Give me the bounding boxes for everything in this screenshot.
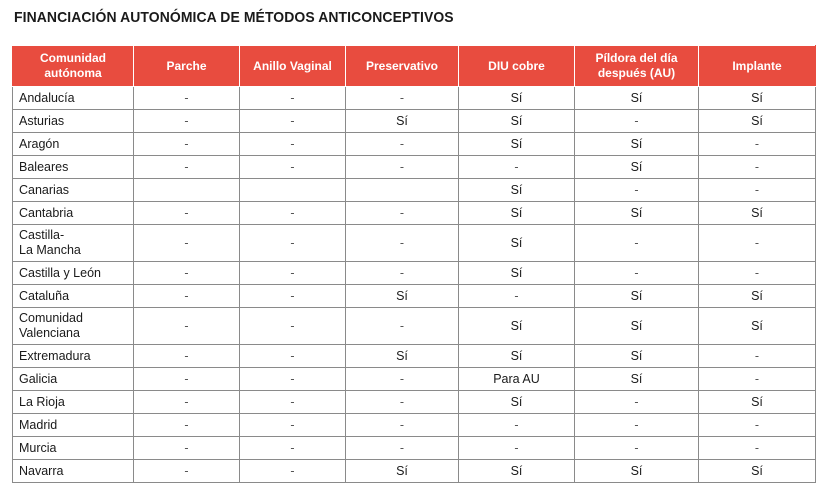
value-cell: - (575, 262, 699, 285)
value-cell: - (346, 437, 459, 460)
value-cell: - (134, 391, 240, 414)
page-title: FINANCIACIÓN AUTONÓMICA DE MÉTODOS ANTICONCEPTIVOS (14, 9, 454, 26)
value-cell: Sí (459, 133, 575, 156)
value-cell (346, 179, 459, 202)
value-cell: - (575, 391, 699, 414)
value-cell: - (346, 156, 459, 179)
value-cell: Sí (346, 460, 459, 483)
value-cell: - (699, 179, 816, 202)
value-cell: - (134, 156, 240, 179)
value-cell: - (240, 156, 346, 179)
table-row (13, 308, 816, 345)
region-cell: La Rioja (13, 391, 134, 414)
table-row (13, 262, 816, 285)
table-row (13, 110, 816, 133)
value-cell: - (699, 156, 816, 179)
value-cell: - (240, 225, 346, 262)
value-cell: - (134, 460, 240, 483)
value-cell: Sí (575, 368, 699, 391)
table-row (13, 437, 816, 460)
region-cell: Baleares (13, 156, 134, 179)
table-row (13, 133, 816, 156)
value-cell: Sí (459, 262, 575, 285)
value-cell: Sí (459, 308, 575, 345)
value-cell: Sí (459, 202, 575, 225)
region-cell: Castilla y León (13, 262, 134, 285)
value-cell: - (459, 437, 575, 460)
header-preservativo: Preservativo (346, 46, 459, 87)
value-cell: - (240, 345, 346, 368)
value-cell: - (699, 368, 816, 391)
value-cell: - (134, 87, 240, 110)
value-cell: - (134, 308, 240, 345)
table-row (13, 285, 816, 308)
value-cell: Sí (346, 110, 459, 133)
value-cell: - (134, 414, 240, 437)
value-cell: - (459, 414, 575, 437)
value-cell: - (699, 414, 816, 437)
value-cell: - (134, 285, 240, 308)
value-cell: Sí (699, 308, 816, 345)
table-row (13, 414, 816, 437)
value-cell: - (575, 414, 699, 437)
value-cell (240, 179, 346, 202)
table-row (13, 391, 816, 414)
region-cell: Galicia (13, 368, 134, 391)
region-cell: Andalucía (13, 87, 134, 110)
value-cell: Sí (699, 87, 816, 110)
value-cell: - (346, 87, 459, 110)
table-row (13, 202, 816, 225)
value-cell: - (134, 345, 240, 368)
value-cell: - (699, 262, 816, 285)
value-cell: - (240, 110, 346, 133)
value-cell: Sí (699, 285, 816, 308)
value-cell: - (346, 262, 459, 285)
value-cell: Sí (575, 133, 699, 156)
value-cell: Sí (699, 202, 816, 225)
value-cell: - (699, 225, 816, 262)
table-row (13, 156, 816, 179)
header-pildora: Píldora del día después (AU) (575, 46, 699, 87)
table-header-row (13, 46, 816, 87)
value-cell: - (575, 437, 699, 460)
value-cell: Sí (459, 87, 575, 110)
value-cell: - (346, 368, 459, 391)
value-cell: - (575, 110, 699, 133)
table-row (13, 368, 816, 391)
contraceptive-funding-table (12, 45, 816, 483)
value-cell: - (134, 225, 240, 262)
value-cell: - (346, 202, 459, 225)
value-cell: Sí (346, 345, 459, 368)
value-cell: Sí (459, 460, 575, 483)
region-cell: Cataluña (13, 285, 134, 308)
header-parche: Parche (134, 46, 240, 87)
value-cell: Sí (575, 156, 699, 179)
value-cell: Sí (346, 285, 459, 308)
table-row (13, 179, 816, 202)
value-cell: - (575, 179, 699, 202)
value-cell: - (240, 437, 346, 460)
value-cell: Sí (575, 460, 699, 483)
value-cell: - (699, 437, 816, 460)
region-cell: Castilla- La Mancha (13, 225, 134, 262)
value-cell: - (240, 262, 346, 285)
value-cell: Sí (699, 391, 816, 414)
value-cell: Sí (575, 285, 699, 308)
value-cell: - (346, 133, 459, 156)
value-cell: - (346, 308, 459, 345)
value-cell: - (240, 368, 346, 391)
value-cell: - (134, 368, 240, 391)
value-cell: - (134, 437, 240, 460)
table-row (13, 225, 816, 262)
value-cell: Sí (459, 225, 575, 262)
value-cell: - (240, 133, 346, 156)
value-cell: - (240, 308, 346, 345)
value-cell: - (346, 414, 459, 437)
region-cell: Madrid (13, 414, 134, 437)
value-cell: - (240, 391, 346, 414)
value-cell: - (699, 345, 816, 368)
region-cell: Comunidad Valenciana (13, 308, 134, 345)
value-cell: - (459, 285, 575, 308)
value-cell: - (699, 133, 816, 156)
value-cell: Sí (575, 308, 699, 345)
value-cell: Sí (575, 87, 699, 110)
value-cell: - (134, 110, 240, 133)
region-cell: Cantabria (13, 202, 134, 225)
value-cell: - (346, 391, 459, 414)
header-anillo-vaginal: Anillo Vaginal (240, 46, 346, 87)
table-row (13, 345, 816, 368)
value-cell: Sí (699, 110, 816, 133)
region-cell: Asturias (13, 110, 134, 133)
value-cell: Sí (459, 391, 575, 414)
value-cell (134, 179, 240, 202)
table-row (13, 87, 816, 110)
value-cell: - (134, 262, 240, 285)
value-cell: - (240, 414, 346, 437)
region-cell: Navarra (13, 460, 134, 483)
value-cell: Sí (699, 460, 816, 483)
region-cell: Canarias (13, 179, 134, 202)
value-cell: - (346, 225, 459, 262)
value-cell: Sí (459, 345, 575, 368)
value-cell: Sí (575, 345, 699, 368)
value-cell: Para AU (459, 368, 575, 391)
region-cell: Extremadura (13, 345, 134, 368)
table-row (13, 460, 816, 483)
region-cell: Aragón (13, 133, 134, 156)
value-cell: Sí (459, 110, 575, 133)
header-implante: Implante (699, 46, 816, 87)
value-cell: - (134, 202, 240, 225)
value-cell: - (240, 87, 346, 110)
value-cell: - (134, 133, 240, 156)
value-cell: - (459, 156, 575, 179)
value-cell: Sí (459, 179, 575, 202)
value-cell: - (575, 225, 699, 262)
value-cell: - (240, 460, 346, 483)
header-comunidad: Comunidad autónoma (13, 46, 134, 87)
region-cell: Murcia (13, 437, 134, 460)
value-cell: - (240, 285, 346, 308)
header-diu-cobre: DIU cobre (459, 46, 575, 87)
value-cell: - (240, 202, 346, 225)
value-cell: Sí (575, 202, 699, 225)
